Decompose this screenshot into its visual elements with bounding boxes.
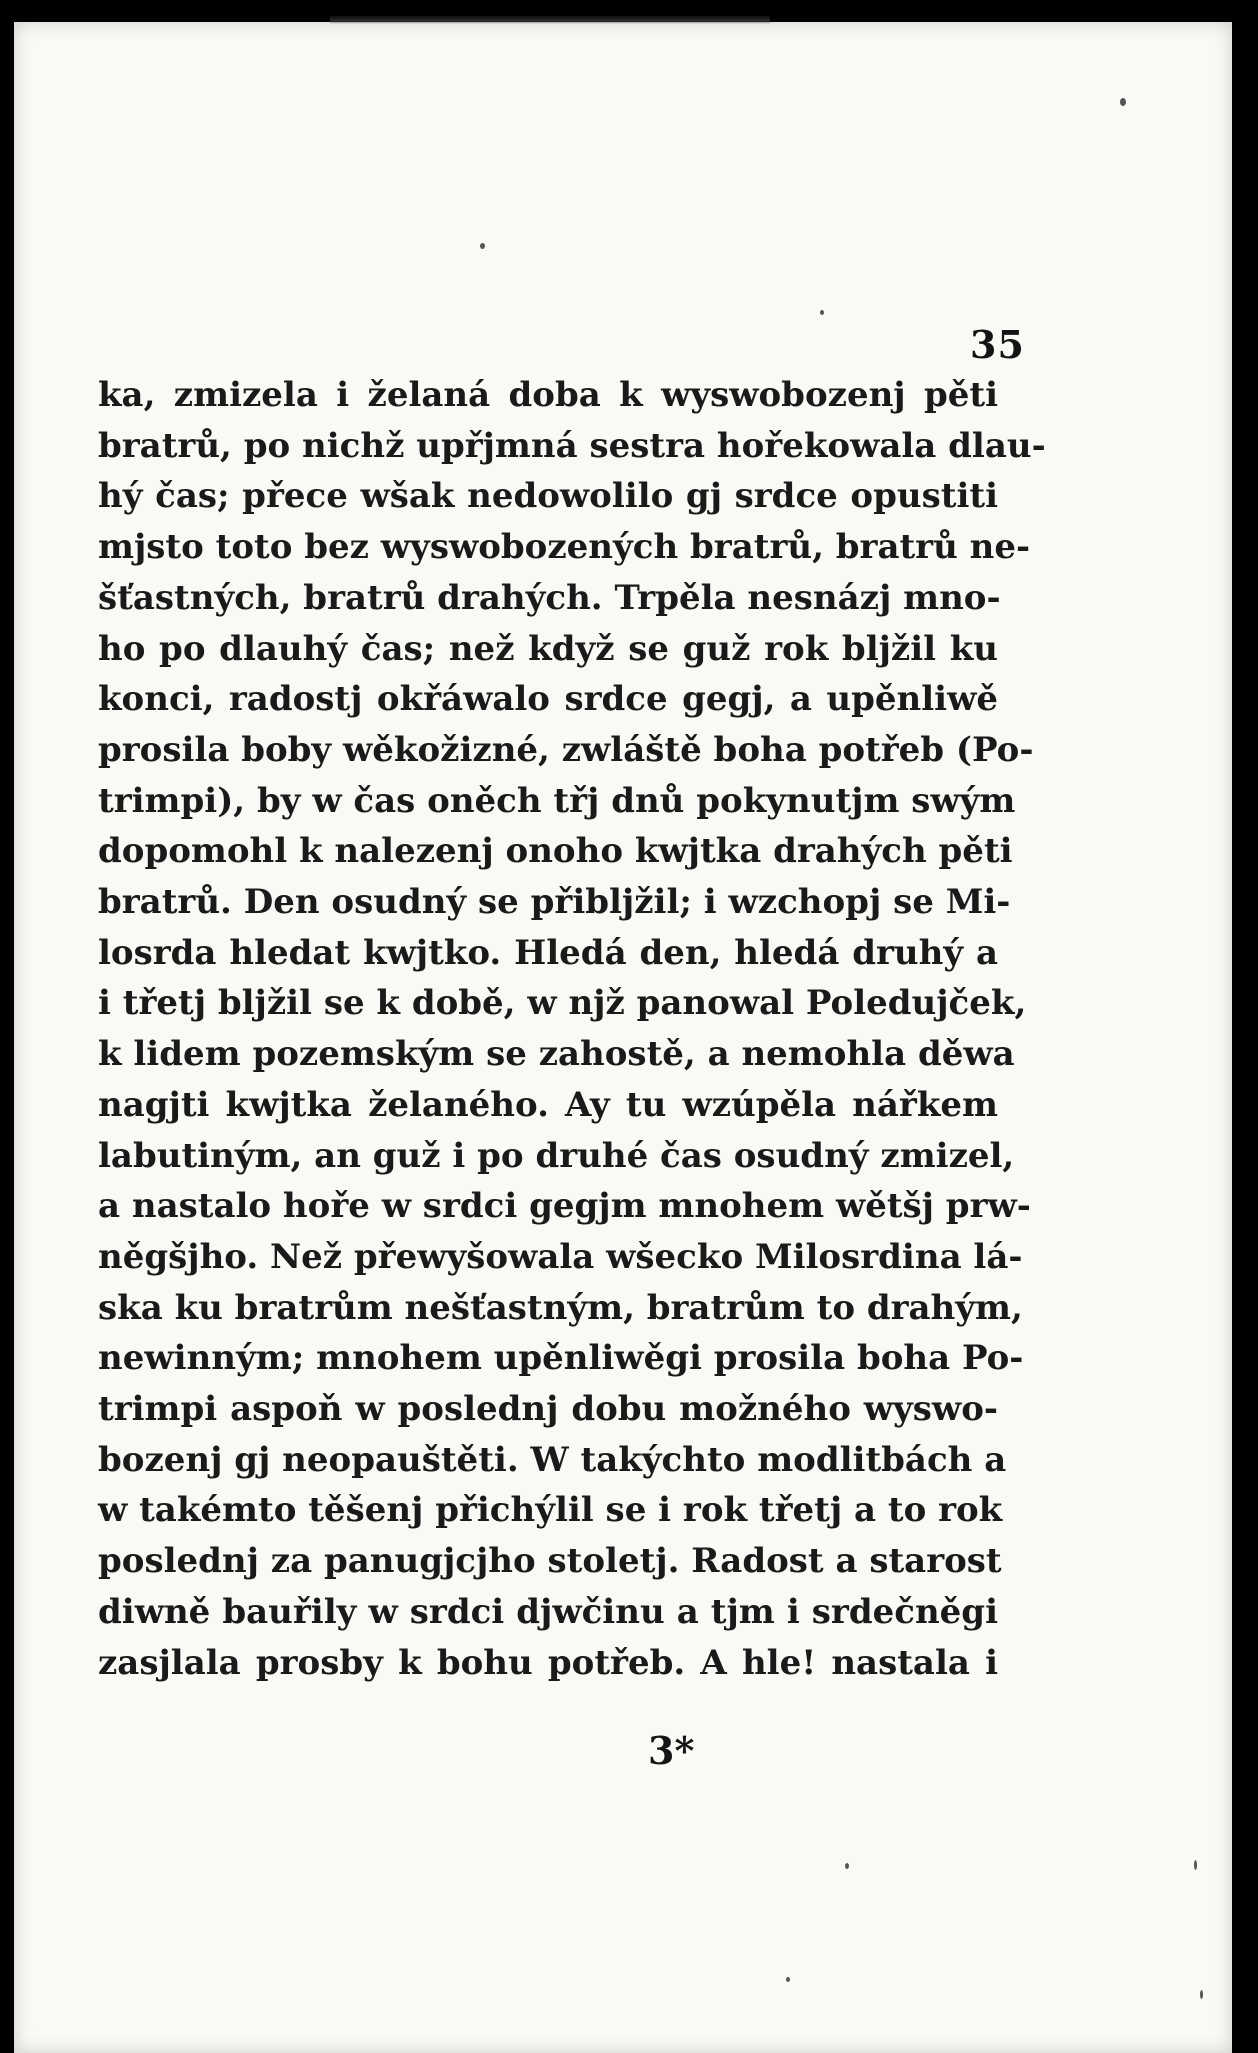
paper-speck <box>1194 1860 1197 1870</box>
text-line: w takémto těšenj přichýlil se i rok třetj a to rok <box>98 1490 1003 1531</box>
text-line: ho po dlauhý čas; než když se guž rok bljžil ku <box>98 628 998 669</box>
signature-mark: 3* <box>648 1728 695 1773</box>
text-line: losrda hledat kwjtko. Hledá den, hledá druhý a <box>98 932 998 973</box>
text-line: šťastných, bratrů drahých. Trpěla nesnázj mno- <box>98 577 1001 618</box>
text-line: poslednj za panugjcjho stoletj. Radost a starost <box>98 1541 1002 1582</box>
text-line: newinným; mnohem upěnliwěgi prosila boha Po- <box>98 1338 1024 1379</box>
text-line: a nastalo hoře w srdci gegjm mnohem wětšj prw- <box>98 1186 1031 1227</box>
text-line: i třetj bljžil se k době, w njž panowal Poledujček, <box>98 983 1027 1024</box>
text-line: nagjti kwjtka želaného. Ay tu wzúpěla nářkem <box>98 1084 998 1125</box>
text-line: trimpi aspoň w poslednj dobu možného wyswo- <box>98 1389 998 1429</box>
text-line: bozenj gj neopauštěti. W takýchto modlitbách a <box>98 1439 1007 1480</box>
text-line: konci, radostj okřáwalo srdce gegj, a upěnliwě <box>98 679 998 720</box>
text-line: bratrů, po nichž upřjmná sestra hořekowala dlau- <box>98 425 1046 466</box>
text-line: k lidem pozemským se zahostě, a nemohla děwa <box>98 1034 1015 1075</box>
text-line: dopomohl k nalezenj onoho kwjtka drahých pěti <box>98 831 1013 872</box>
paper-speck <box>786 1977 790 1982</box>
text-line: bratrů. Den osudný se přibljžil; i wzchopj se Mi- <box>98 882 1011 922</box>
text-line: prosila boby wěkožizné, zwláště boha potřeb (Po- <box>98 729 1034 770</box>
paper-speck <box>1200 1990 1203 1999</box>
paper-speck <box>480 243 485 249</box>
text-line: diwně bauřily w srdci djwčinu a tjm i srdečněgi <box>98 1591 998 1632</box>
text-line: zasjlala prosby k bohu potřeb. A hle! nastala i <box>98 1642 998 1683</box>
page-top-edge <box>330 16 770 24</box>
paper-speck <box>845 1863 849 1869</box>
text-line: ka, zmizela i želaná doba k wyswobozenj pěti <box>98 375 998 415</box>
paper-speck <box>1120 98 1126 106</box>
text-line: trimpi), by w čas oněch třj dnů pokynutjm swým <box>98 780 1016 821</box>
paper-speck <box>820 310 824 315</box>
text-line: labutiným, an guž i po druhé čas osudný zmizel, <box>98 1135 1015 1176</box>
text-line: něgšjho. Než přewyšowala wšecko Milosrdina lá- <box>98 1236 1023 1277</box>
page-number: 35 <box>970 322 1025 367</box>
text-line: mjsto toto bez wyswobozených bratrů, bratrů ne- <box>98 527 1031 568</box>
text-line: hý čas; přece wšak nedowolilo gj srdce opustiti <box>98 476 998 517</box>
text-line: ska ku bratrům nešťastným, bratrům to drahým, <box>98 1287 1023 1328</box>
page-right-edge <box>1232 0 1258 2053</box>
